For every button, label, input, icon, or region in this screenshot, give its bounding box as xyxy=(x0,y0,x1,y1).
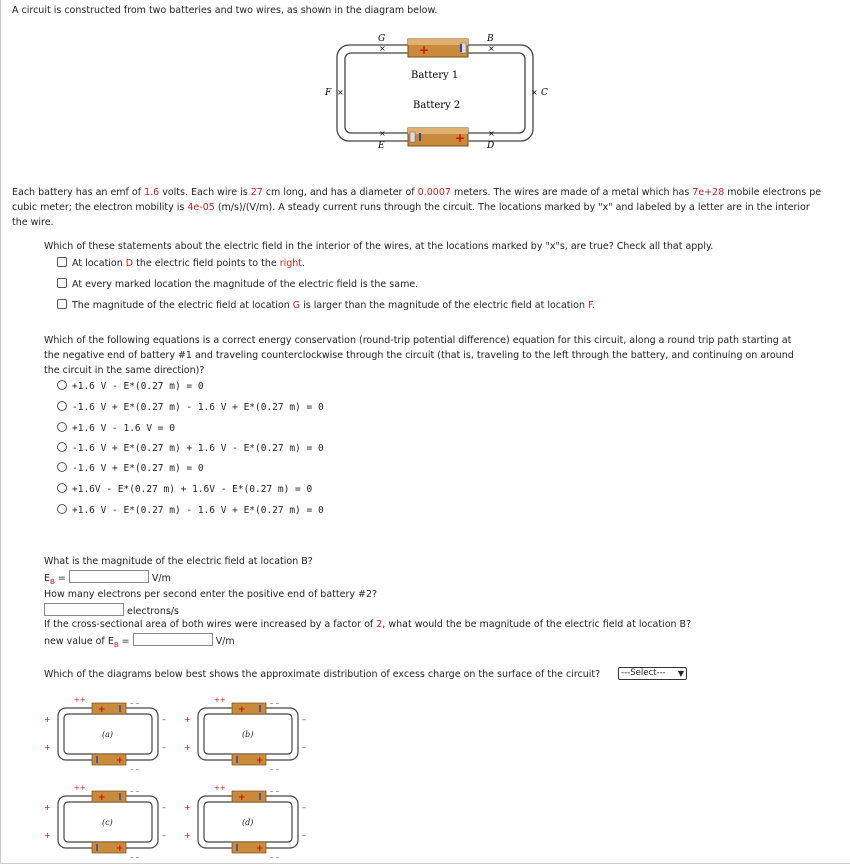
q2-radio-7[interactable] xyxy=(57,504,67,514)
mobility-value: 4e-05 xyxy=(187,202,215,213)
problem-line-2: cubic meter; the electron mobility is 4e-05 (m/s)/(V/m). A steady current runs through the circuit. The locations marked by "x" and labeled by a letter are in the interior xyxy=(12,202,810,213)
q3-prompt: What is the magnitude of the electric field at location B? xyxy=(44,556,313,567)
battery-2-cap xyxy=(410,132,415,142)
q2-option-4[interactable]: -1.6 V + E*(0.27 m) + 1.6 V - E*(0.27 m) = 0 xyxy=(57,442,324,454)
q5-answer-row: new value of $E_B = V/m$ xyxy=(44,633,235,649)
svg-text:+: + xyxy=(256,844,264,854)
battery-1-shine xyxy=(408,39,468,45)
q2-option-2[interactable]: -1.6 V + E*(0.27 m) - 1.6 V + E*(0.27 m) = 0 xyxy=(57,401,324,413)
svg-text:– –: – – xyxy=(130,765,140,772)
q2-option-5[interactable]: -1.6 V + E*(0.27 m) = 0 xyxy=(57,462,204,474)
q5-prompt: If the cross-sectional area of both wires were increased by a factor of 2, what would the be magnitude of the electric field at location B? xyxy=(44,619,692,630)
svg-text:+: + xyxy=(184,831,191,840)
svg-text:– –: – – xyxy=(130,787,140,795)
q2-prompt-line-2: the negative end of battery #1 and traveling counterclockwise through the circuit (that is, traveling to the left through the battery, and continuing on around xyxy=(44,350,794,361)
svg-text:+: + xyxy=(44,715,51,724)
q1-option-2[interactable]: At every marked location the magnitude of the electric field is the same. xyxy=(57,278,418,290)
svg-text:++: ++ xyxy=(74,784,86,792)
svg-text:++: ++ xyxy=(214,696,226,704)
charge-diagram-b-label: (b) xyxy=(242,730,254,739)
svg-text:++: ++ xyxy=(214,784,226,792)
svg-text:+: + xyxy=(44,743,51,752)
q4-answer-row: electrons/s xyxy=(44,603,179,617)
intro-text: A circuit is constructed from two batteries and two wires, as shown in the diagram below. xyxy=(12,5,438,16)
q2-radio-6[interactable] xyxy=(57,483,67,493)
q1-option-3[interactable]: The magnitude of the electric field at location G is larger than the magnitude of the electric field at location F. xyxy=(57,299,595,311)
diameter-value: 0.0007 xyxy=(417,187,451,198)
svg-text:+: + xyxy=(116,756,124,766)
svg-text:+: + xyxy=(184,715,191,724)
svg-text:–: – xyxy=(162,831,166,840)
q2-option-6[interactable]: +1.6V - E*(0.27 m) + 1.6V - E*(0.27 m) = 0 xyxy=(57,483,312,495)
charge-diagram-d xyxy=(180,784,315,863)
charge-diagram-c xyxy=(40,784,175,863)
svg-text:– –: – – xyxy=(270,699,280,707)
svg-text:+: + xyxy=(98,793,106,803)
q2-radio-1[interactable] xyxy=(57,380,67,390)
svg-text:+: + xyxy=(184,743,191,752)
svg-text:– –: – – xyxy=(130,699,140,707)
x-mark-g: × xyxy=(379,44,386,53)
eb-label: $E_B$ = xyxy=(44,573,66,586)
svg-text:+: + xyxy=(44,803,51,812)
x-mark-e: × xyxy=(379,129,386,138)
problem-line-3: the wire. xyxy=(12,217,54,228)
emf-value: 1.6 xyxy=(144,187,160,198)
problem-line-1: Each battery has an emf of 1.6 volts. Each wire is 27 cm long, and has a diameter of 0.0007 meters. The wires are made of a metal which has 7e+28 mobile electrons pe xyxy=(12,187,822,198)
label-b: B xyxy=(487,34,494,44)
new-eb-label: $E_B$ = xyxy=(107,636,130,649)
svg-text:– –: – – xyxy=(270,853,280,860)
q6-select[interactable]: ---Select--- ▼ xyxy=(618,667,687,680)
q2-radio-2[interactable] xyxy=(57,401,67,411)
wire-inner xyxy=(345,53,525,133)
label-f: F xyxy=(325,88,332,98)
q2-option-3[interactable]: +1.6 V - 1.6 V = 0 xyxy=(57,422,175,434)
wire-outer xyxy=(337,45,533,141)
svg-text:–: – xyxy=(162,743,166,752)
svg-text:–: – xyxy=(302,803,306,812)
q2-prompt-line-3: the circuit in the same direction)? xyxy=(44,365,205,376)
q3-answer-row: $E_B = V/m$ xyxy=(44,570,171,586)
charge-diagram-d-label: (d) xyxy=(242,818,254,827)
battery-2-label: Battery 2 xyxy=(413,100,461,111)
battery-1-label: Battery 1 xyxy=(411,70,459,81)
svg-text:+: + xyxy=(238,705,246,715)
charge-diagram-b xyxy=(180,696,315,775)
q4-prompt: How many electrons per second enter the positive end of battery #2? xyxy=(44,589,378,600)
svg-text:–: – xyxy=(302,743,306,752)
q1-checkbox-1[interactable] xyxy=(57,257,67,267)
svg-text:+: + xyxy=(44,831,51,840)
x-mark-f: × xyxy=(337,88,344,97)
battery-1-plus: + xyxy=(419,43,430,57)
q2-option-1[interactable]: +1.6 V - E*(0.27 m) = 0 xyxy=(57,380,204,392)
label-c: C xyxy=(541,88,548,98)
svg-text:+: + xyxy=(98,705,106,715)
svg-text:–: – xyxy=(162,803,166,812)
electrons-input[interactable] xyxy=(44,603,124,616)
q2-radio-3[interactable] xyxy=(57,422,67,432)
new-eb-input[interactable] xyxy=(133,633,213,646)
q2-radio-4[interactable] xyxy=(57,442,67,452)
charge-diagram-a xyxy=(40,696,175,775)
svg-text:++: ++ xyxy=(74,696,86,704)
svg-text:–: – xyxy=(302,715,306,724)
circuit-diagram xyxy=(315,32,555,152)
eb-input[interactable] xyxy=(69,570,149,583)
q1-prompt: Which of these statements about the electric field in the interior of the wires, at the locations marked by "x"s, are true? Check all that apply. xyxy=(44,241,714,252)
q6-prompt: Which of the diagrams below best shows the approximate distribution of excess charge on the surface of the circuit? xyxy=(44,669,601,680)
q1-option-1[interactable]: At location D the electric field points to the right. xyxy=(57,257,305,269)
density-value: 7e+28 xyxy=(692,187,725,198)
x-mark-d: × xyxy=(488,129,495,138)
x-mark-c: × xyxy=(531,88,538,97)
chevron-down-icon: ▼ xyxy=(677,669,684,678)
label-e: E xyxy=(378,141,385,151)
label-d: D xyxy=(487,141,495,151)
q1-checkbox-2[interactable] xyxy=(57,278,67,288)
svg-text:– –: – – xyxy=(270,787,280,795)
x-mark-b: × xyxy=(488,44,495,53)
q1-checkbox-3[interactable] xyxy=(57,299,67,309)
battery-1 xyxy=(408,39,468,57)
q2-prompt-line-1: Which of the following equations is a correct energy conservation (round-trip potential difference) equation for this circuit, along a round trip path starting at xyxy=(44,335,792,346)
svg-text:+: + xyxy=(238,793,246,803)
svg-text:– –: – – xyxy=(270,765,280,772)
length-value: 27 xyxy=(250,187,263,198)
svg-text:+: + xyxy=(184,803,191,812)
svg-text:+: + xyxy=(116,844,124,854)
svg-text:–: – xyxy=(302,831,306,840)
svg-text:+: + xyxy=(256,756,264,766)
svg-text:–: – xyxy=(162,715,166,724)
svg-text:– –: – – xyxy=(130,853,140,860)
battery-2-plus: + xyxy=(455,131,466,145)
charge-diagram-a-label: (a) xyxy=(102,730,114,739)
q2-option-7[interactable]: +1.6 V - E*(0.27 m) - 1.6 V + E*(0.27 m) = 0 xyxy=(57,504,324,516)
q2-radio-5[interactable] xyxy=(57,462,67,472)
label-g: G xyxy=(378,34,386,44)
charge-diagram-c-label: (c) xyxy=(102,818,113,827)
